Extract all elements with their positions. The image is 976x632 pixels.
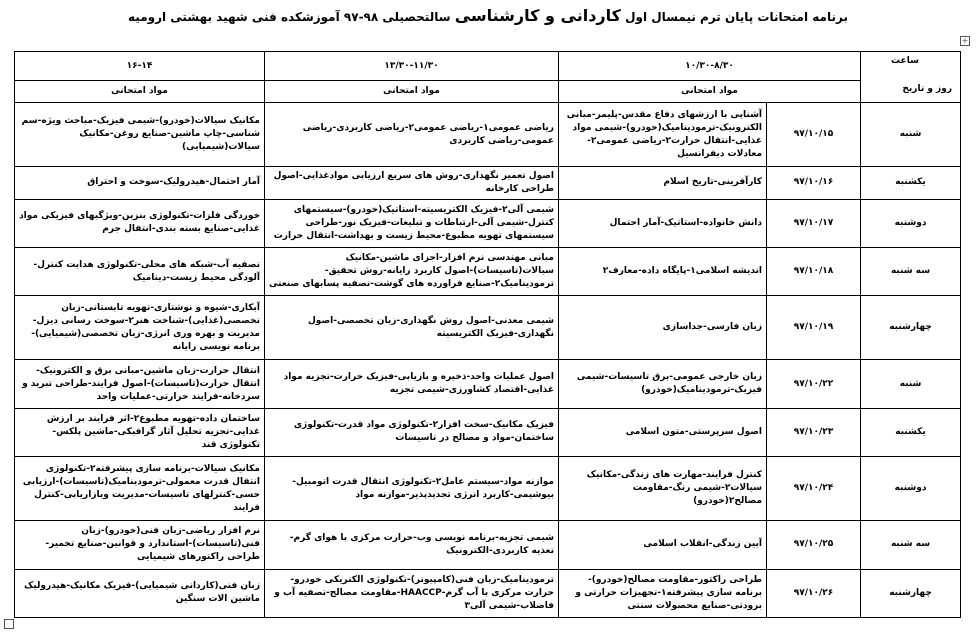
slot-2-cell: شیمی تجزیه-برنامه نویسی وب-حرارت مرکزی با هوای گرم-تغذیه کاربردی-الکترونیک bbox=[265, 521, 559, 569]
slot-3-cell: آبکاری-شیوه و نوشتاری-تهویه تابستانی-زبان تخصصی(غذایی)-شناخت هنر۲-سوخت رسانی دیزل-مدیریت و بهره وری انرژی-زبان تخصصی(شیمیایی)-برنامه نویسی رایانه bbox=[15, 296, 265, 360]
table-row bbox=[15, 199, 961, 247]
slot-1-time: ۱۰/۳۰-۸/۳۰ bbox=[559, 52, 861, 81]
slot-1-cell: اندیشه اسلامی۱-پایگاه داده-معارف۲ bbox=[559, 248, 767, 296]
title-suffix: سالتحصیلی ۹۸-۹۷ آموزشکده فنی شهید بهشتی ارومیه bbox=[128, 10, 451, 24]
slot-3-cell: زبان فنی(کاردانی شیمیایی)-فیزیک مکانیک-هیدرولیک ماشین الات سنگین bbox=[15, 569, 265, 617]
slot-1-cell: زبان خارجی عمومی-برق تاسیسات-شیمی فیزیک-ترمودینامیک(خودرو) bbox=[559, 360, 767, 408]
slot-2-subject-label: مواد امتحانی bbox=[265, 81, 559, 103]
table-row bbox=[15, 521, 961, 569]
slot-2-cell: شیمی آلی۲-فیزیک الکتریسیته-استاتیک(خودرو)-سیستمهای کنترل-شیمی آلی-ارتباطات و تبلیغات-فیزیک نور-طراحی سیستمهای تهویه مطبوع-محیط زیست و بهداشت-انتقال حرارت bbox=[265, 199, 559, 247]
title-highlight: کاردانی و کارشناسی bbox=[454, 6, 621, 25]
date-cell: ۹۷/۱۰/۱۹ bbox=[767, 296, 861, 360]
table-row bbox=[15, 103, 961, 167]
table-row bbox=[15, 167, 961, 200]
slot-2-cell: مبانی مهندسی نرم افزار-اجزای ماشین-مکانیک سیالات(تاسیسات)-اصول کاربرد رایانه-روش تحقیق-ترمودینامیک۲-صنایع فراورده های گوشت-تصفیه پسابهای صنعتی bbox=[265, 248, 559, 296]
date-cell: ۹۷/۱۰/۱۵ bbox=[767, 103, 861, 167]
title-prefix: برنامه امتحانات پایان ترم نیمسال اول bbox=[625, 10, 848, 24]
slot-2-time: ۱۳/۳۰-۱۱/۳۰ bbox=[265, 52, 559, 81]
exam-schedule-table bbox=[14, 51, 961, 618]
table-row bbox=[15, 569, 961, 617]
day-cell: چهارشنبه bbox=[861, 569, 961, 617]
table-row bbox=[15, 296, 961, 360]
date-cell: ۹۷/۱۰/۲۶ bbox=[767, 569, 861, 617]
header-subject-row bbox=[15, 81, 961, 103]
slot-1-cell: کنترل فرایند-مهارت های زندگی-مکانیک سیالات۲-شیمی رنگ-مقاومت مصالح۲(خودرو) bbox=[559, 457, 767, 521]
date-cell: ۹۷/۱۰/۲۵ bbox=[767, 521, 861, 569]
slot-1-cell: دانش خانواده-استاتیک-آمار احتمال bbox=[559, 199, 767, 247]
slot-2-cell: شیمی معدنی-اصول روش نگهداری-زبان تخصصی-اصول نگهداری-فیزیک الکتریسیته bbox=[265, 296, 559, 360]
slot-1-cell: زبان فارسی-جداسازی bbox=[559, 296, 767, 360]
day-cell: سه شنبه bbox=[861, 521, 961, 569]
date-cell: ۹۷/۱۰/۲۳ bbox=[767, 408, 861, 456]
date-cell: ۹۷/۱۰/۲۴ bbox=[767, 457, 861, 521]
slot-2-cell: اصول عملیات واحد-ذخیره و بازیابی-فیزیک حرارت-تجزیه مواد غذایی-اقتصاد کشاورزی-شیمی تجزیه bbox=[265, 360, 559, 408]
slot-3-cell: خوردگی فلزات-تکنولوژی بنزین-ویژگیهای فیزیکی مواد غذایی-صنایع بسته بندی-انتقال جرم bbox=[15, 199, 265, 247]
day-cell: دوشنبه bbox=[861, 199, 961, 247]
date-cell: ۹۷/۱۰/۱۶ bbox=[767, 167, 861, 200]
header-day-date-cell bbox=[861, 52, 961, 103]
table-move-handle-icon[interactable]: + bbox=[961, 36, 969, 45]
slot-1-cell: آشنایی با ارزشهای دفاع مقدس-پلیمر-مبانی الکترونیک-ترمودینامیک(خودرو)-شیمی مواد غذایی-انتقال حرارت۲-ریاضی عمومی۲-معادلات دیفرانسیل bbox=[559, 103, 767, 167]
page-title bbox=[0, 6, 976, 25]
day-cell: سه شنبه bbox=[861, 248, 961, 296]
slot-1-cell: آیین زندگی-انقلاب اسلامی bbox=[559, 521, 767, 569]
slot-1-cell: اصول سرپرستی-متون اسلامی bbox=[559, 408, 767, 456]
table-resize-handle-icon[interactable] bbox=[4, 619, 14, 629]
table-row bbox=[15, 457, 961, 521]
day-cell: چهارشنبه bbox=[861, 296, 961, 360]
table-row bbox=[15, 408, 961, 456]
slot-3-subject-label: مواد امتحانی bbox=[15, 81, 265, 103]
time-label: ساعت bbox=[891, 56, 919, 66]
slot-2-cell: ریاضی عمومی۱-ریاضی عمومی۲-ریاضی کاربردی-ریاضی عمومی-ریاضی کاربردی bbox=[265, 103, 559, 167]
slot-2-cell: اصول تعمیر نگهداری-روش های سریع ارزیابی موادغذایی-اصول طراحی کارخانه bbox=[265, 167, 559, 200]
date-cell: ۹۷/۱۰/۱۸ bbox=[767, 248, 861, 296]
date-cell: ۹۷/۱۰/۲۲ bbox=[767, 360, 861, 408]
slot-3-cell: ساختمان داده-تهویه مطبوع۲-اثر فرایند بر ارزش غذایی-تجزیه تحلیل آثار گرافیکی-ماشین پلکس-تکنولوژی قند bbox=[15, 408, 265, 456]
slot-1-cell: طراحی راکتور-مقاومت مصالح(خودرو)-برنامه سازی پیشرفته۱-تجهیزات حرارتی و برودتی-صنایع محصولات سنتی bbox=[559, 569, 767, 617]
day-cell: یکشنبه bbox=[861, 167, 961, 200]
slot-2-cell: موازنه مواد-سیستم عامل۲-تکنولوژی انتقال قدرت اتومبیل-بیوشیمی-کاربرد انرژی تجدیدپذیر-موازنه مواد bbox=[265, 457, 559, 521]
date-cell: ۹۷/۱۰/۱۷ bbox=[767, 199, 861, 247]
slot-2-cell: فیزیک مکانیک-سخت افزار۲-تکنولوژی مواد قدرت-تکنولوژی ساختمان-مواد و مصالح در تاسیسات bbox=[265, 408, 559, 456]
table-row bbox=[15, 360, 961, 408]
table-row bbox=[15, 248, 961, 296]
day-cell: شنبه bbox=[861, 360, 961, 408]
slot-3-time: ۱۶-۱۴ bbox=[15, 52, 265, 81]
slot-2-cell: ترمودینامیک-زبان فنی(کامپیوتر)-تکنولوژی الکتریکی خودرو-حرارت مرکزی با آب گرم-HAACCP-مقاومت مصالح-تصفیه آب و فاضلاب-شیمی آلی۳ bbox=[265, 569, 559, 617]
slot-3-cell: نرم افزار ریاضی-زبان فنی(خودرو)-زبان فنی(تاسیسات)-استاندارد و قوانین-صنایع تخمیر-طراحی راکتورهای شیمیایی bbox=[15, 521, 265, 569]
header-time-row bbox=[15, 52, 961, 81]
slot-3-cell: مکانیک سیالات(خودرو)-شیمی فیزیک-مباحث ویژه-سم شناسی-چاپ ماشین-صنایع روغن-مکانیک سیالات(شیمیایی) bbox=[15, 103, 265, 167]
slot-1-subject-label: مواد امتحانی bbox=[559, 81, 861, 103]
slot-3-cell: تصفیه آب-شبکه های محلی-تکنولوژی هدایت کنترل-آلودگی محیط زیست-دینامیک bbox=[15, 248, 265, 296]
slot-3-cell: انتقال حرارت-زبان ماشین-مبانی برق و الکترونیک-انتقال حرارت(تاسیسات)-اصول فرایند-طراحی تبرید و سردخانه-فرایند حرارتی-عملیات واحد bbox=[15, 360, 265, 408]
day-cell: شنبه bbox=[861, 103, 961, 167]
slot-1-cell: کارآفرینی-تاریخ اسلام bbox=[559, 167, 767, 200]
day-cell: یکشنبه bbox=[861, 408, 961, 456]
slot-3-cell: آمار احتمال-هیدرولیک-سوخت و احتراق bbox=[15, 167, 265, 200]
slot-3-cell: مکانیک سیالات-برنامه سازی پیشرفته۲-تکنولوژی انتقال قدرت معمولی-ترمودینامیک(تاسیسات)-ارزیابی حسی-کنترلهای تاسیسات-مدیریت وبازاریابی-کنترل فرایند bbox=[15, 457, 265, 521]
day-cell: دوشنبه bbox=[861, 457, 961, 521]
day-date-label: روز و تاریخ bbox=[902, 84, 953, 94]
